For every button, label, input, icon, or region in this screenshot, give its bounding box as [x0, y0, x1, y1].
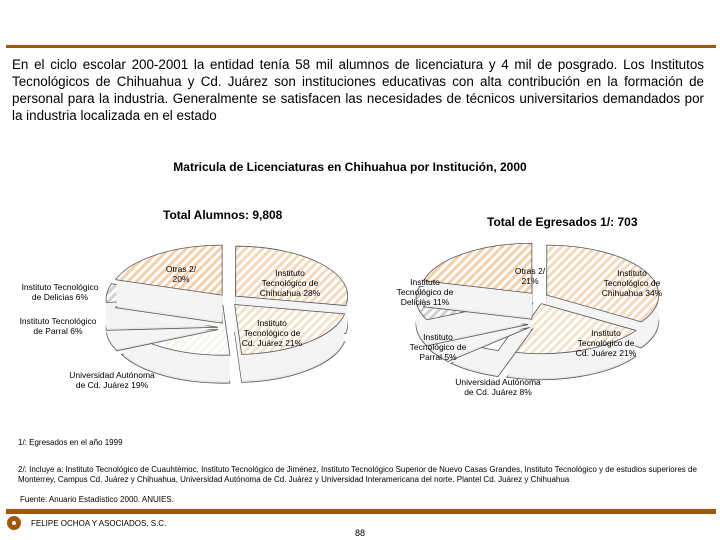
pie1-label: Instituto Tecnológico de Delicias 6% — [21, 282, 99, 302]
company-name: FELIPE OCHOA Y ASOCIADOS, S.C. — [31, 519, 167, 528]
page-number: 88 — [355, 528, 366, 538]
logo-icon — [7, 516, 21, 530]
pie1-label: Universidad Autónoma de Cd. Juárez 19% — [69, 370, 155, 390]
pie2-label: Instituto Tecnológico de Delicias 11% — [396, 277, 454, 307]
pie2-label: Otras 2/ 21% — [514, 266, 546, 286]
pie1-label: Instituto Tecnológico de Cd. Juárez 21% — [241, 318, 303, 348]
chart1-subtitle: Total Alumnos: 9,808 — [163, 208, 283, 222]
footnote-1: 1/: Egresados en el año 1999 — [18, 438, 123, 447]
chart-title: Matricula de Licenciaturas en Chihuahua por Institución, 2000 — [173, 160, 527, 174]
pie1-label: Instituto Tecnológico de Chihuahua 28% — [259, 268, 321, 298]
pie2-label: Instituto Tecnológico de Chihuahua 34% — [601, 268, 663, 298]
pie1-label: Otras 2/ 20% — [165, 264, 197, 284]
intro-paragraph: En el ciclo escolar 200-2001 la entidad tenía 58 mil alumnos de licenciatura y 4 mil de posgrado. Los Institutos Tecnológicos de Chihuahua y Cd. Juárez son instituciones educativas con alta contribución en la formación de personal para la industria. Generalmente se satisfacen las necesidades de técnicos universitarios demandados por la industria localizada en el estado — [12, 57, 704, 123]
pie1-label: Instituto Tecnológico de Parral 6% — [19, 316, 97, 336]
footer-rule — [6, 509, 716, 514]
pie2-label: Universidad Autónoma de Cd. Juárez 8% — [455, 377, 541, 397]
source-note: Fuente: Anuario Estadístico 2000. ANUIES. — [20, 495, 174, 504]
pie2-label: Instituto Tecnológico de Parral 5% — [409, 332, 467, 362]
chart2-subtitle: Total de Egresados 1/: 703 — [487, 215, 638, 229]
pie2-label: Instituto Tecnológico de Cd. Juárez 21% — [575, 328, 637, 358]
footnote-2: 2/: Incluye a: Instituto Tecnológico de Cuauhtémoc, Instituto Tecnológico de Jiménez, Instituto Tecnológico Superior de Nuevo Casas Grandes, Instituto Tecnológico y de estudios superiores de Monterrey, Campus Cd. Juárez y Chihuahua, Universidad Autónoma de Cd. Juárez y Universidad Interamericana del norte. Plantel Cd. Juárez y Chihuahua — [18, 465, 697, 484]
